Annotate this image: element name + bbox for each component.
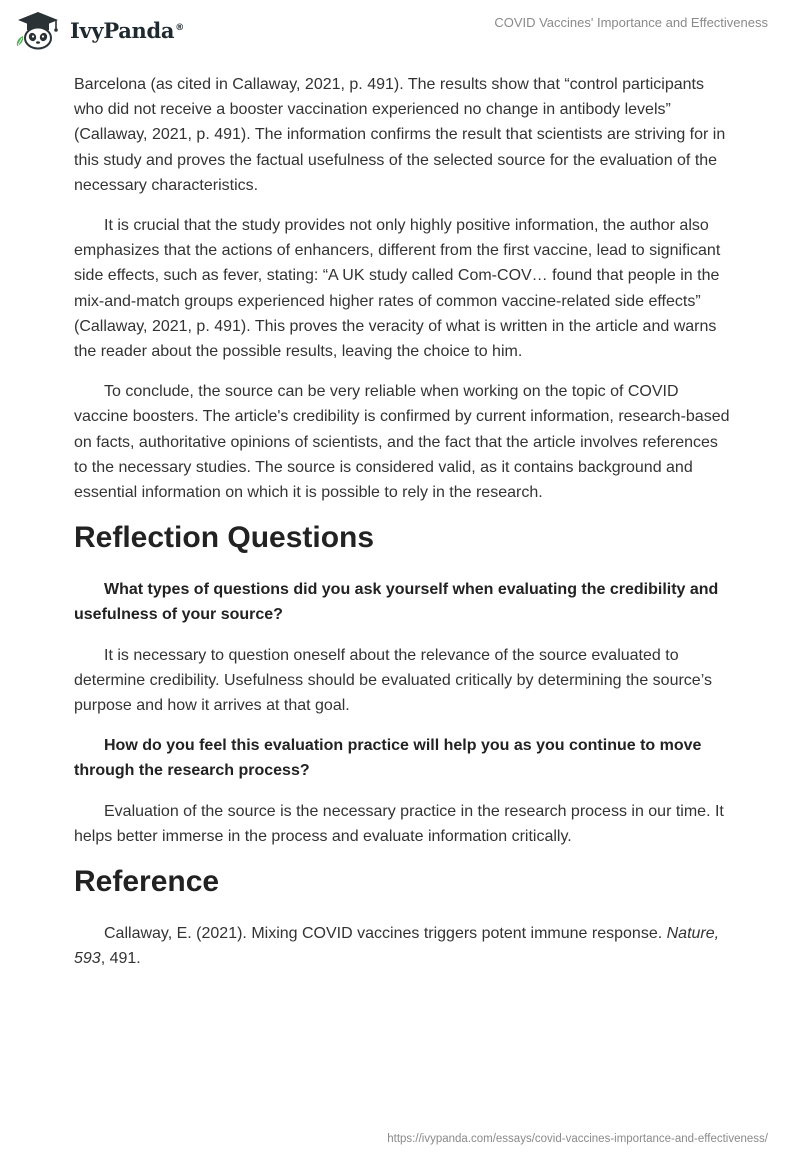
reference-main: Callaway, E. (2021). Mixing COVID vaccines triggers potent immune response. [104, 925, 667, 943]
question-2: How do you feel this evaluation practice will help you as you continue to move through the research process? [74, 737, 702, 780]
essay-content [74, 72, 730, 971]
document-title: COVID Vaccines' Importance and Effectiveness [494, 15, 768, 30]
ivypanda-logo[interactable] [14, 10, 184, 50]
reference-end: , 491. [100, 950, 141, 968]
reference-entry [74, 921, 730, 971]
paragraph-3: To conclude, the source can be very reliable when working on the topic of COVID vaccine boosters. The article's credibility is confirmed by current information, research-based on facts, authoritative opinions of scientists, and the fact that the article involves references to the necessary studies. The source is considered valid, as it contains background and essential information on which it is possible to rely in the research. [74, 383, 730, 502]
answer-2: Evaluation of the source is the necessary practice in the research process in our time. It helps better immerse in the process and evaluate information critically. [74, 802, 724, 845]
reference-journal: Nature, 593 [74, 925, 720, 968]
question-1: What types of questions did you ask yourself when evaluating the credibility and usefulness of your source? [74, 581, 719, 624]
page-header [0, 0, 800, 64]
heading-reference: Reference [74, 865, 220, 899]
panda-logo-icon [14, 10, 64, 50]
paragraph-1: Barcelona (as cited in Callaway, 2021, p. 491). The results show that “control participants who did not receive a booster vaccination experienced no change in antibody levels” (Callaway, 2021, p. 491). The information confirms the result that scientists are striving for in this study and proves the factual usefulness of the selected source for the evaluation of the necessary characteristics. [74, 76, 726, 194]
answer-1: It is necessary to question oneself about the relevance of the source evaluated to determine credibility. Usefulness should be evaluated critically by determining the source’s purpose and how it arrives at that goal. [74, 646, 712, 715]
paragraph-2: It is crucial that the study provides not only highly positive information, the author also emphasizes that the actions of enhancers, different from the first vaccine, lead to significant side effects, such as fever, stating: “A UK study called Com-COV… found that people in the mix-and-match groups experienced higher rates of common vaccine-related side effects” (Callaway, 2021, p. 491). This proves the veracity of what is written in the article and warns the reader about the possible results, leaving the choice to him. [74, 217, 721, 361]
logo-wordmark: IvyPanda® [70, 17, 184, 43]
footer-url[interactable]: https://ivypanda.com/essays/covid-vaccines-importance-and-effectiveness/ [387, 1133, 768, 1145]
heading-reflection-questions: Reflection Questions [74, 521, 375, 555]
